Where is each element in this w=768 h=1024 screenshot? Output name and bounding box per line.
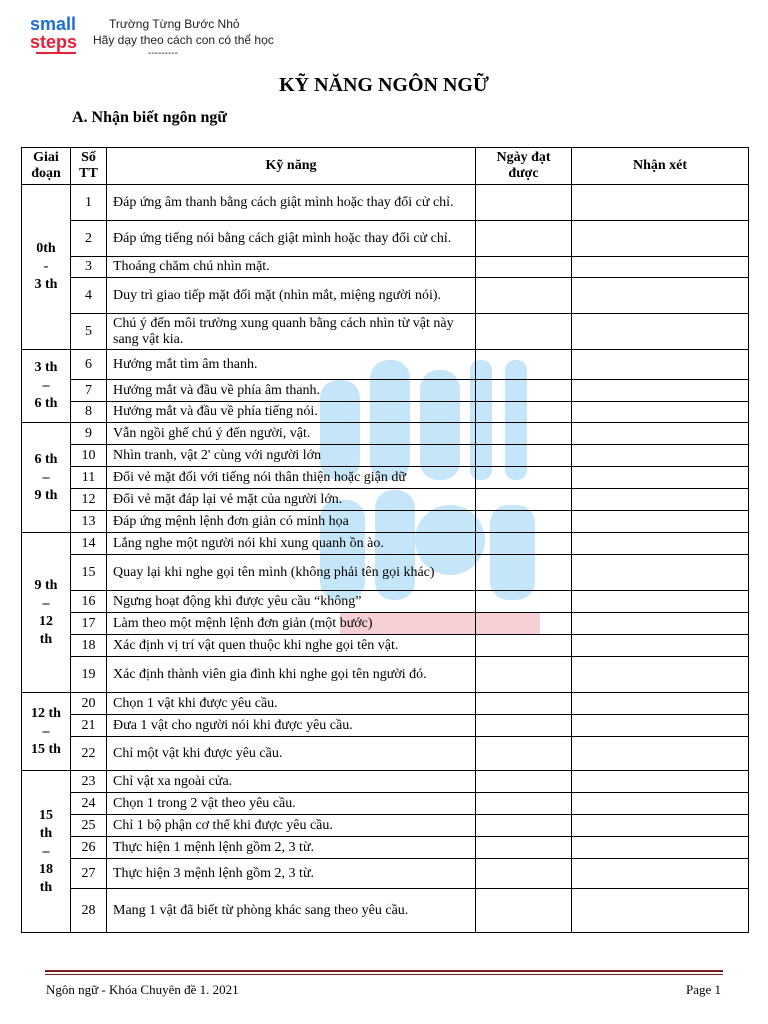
skill-cell: Chú ý đến môi trường xung quanh bằng cách nhìn từ vật này sang vật kia. [107,314,476,350]
stage-cell: 15 th – 18 th [22,771,71,933]
skill-cell: Ngưng hoạt động khi được yêu cầu “không” [107,591,476,613]
date-achieved-cell[interactable] [476,221,572,257]
number-cell: 17 [71,613,107,635]
date-achieved-cell[interactable] [476,555,572,591]
skill-cell: Hướng mắt và đầu về phía âm thanh. [107,380,476,402]
header-number: Số TT [71,148,107,185]
number-cell: 26 [71,837,107,859]
skill-cell: Chọn 1 trong 2 vật theo yêu cầu. [107,793,476,815]
footer-page-number: Page 1 [685,982,721,997]
table-row [22,635,749,657]
number-cell: 27 [71,859,107,889]
stage-cell: 6 th – 9 th [22,423,71,533]
date-achieved-cell[interactable] [476,793,572,815]
number-cell: 18 [71,635,107,657]
table-row [22,489,749,511]
table-header-row [22,148,749,185]
table-row [22,185,749,221]
date-achieved-cell[interactable] [476,771,572,793]
header-comment: Nhận xét [572,148,749,185]
comment-cell[interactable] [572,489,749,511]
date-achieved-cell[interactable] [476,591,572,613]
skill-cell: Thoáng chăm chú nhìn mặt. [107,257,476,278]
header-stage: Giai đoạn [22,148,71,185]
table-row [22,350,749,380]
table-row [22,533,749,555]
number-cell: 23 [71,771,107,793]
skill-cell: Đáp ứng âm thanh bằng cách giật mình hoặc thay đổi cử chỉ. [107,185,476,221]
table-row [22,314,749,350]
comment-cell[interactable] [572,467,749,489]
skill-cell: Xác định thành viên gia đình khi nghe gọi tên người đó. [107,657,476,693]
skill-cell: Mang 1 vật đã biết từ phòng khác sang theo yêu cầu. [107,889,476,933]
table-row [22,402,749,423]
table-row [22,555,749,591]
number-cell: 5 [71,314,107,350]
comment-cell[interactable] [572,889,749,933]
skill-cell: Chỉ vật xa ngoài cửa. [107,771,476,793]
section-heading: A. Nhận biết ngôn ngữ [72,109,227,126]
school-header [93,16,274,60]
comment-cell[interactable] [572,278,749,314]
number-cell: 2 [71,221,107,257]
number-cell: 1 [71,185,107,221]
skill-cell: Đổi vẻ mặt đối với tiếng nói thân thiện hoặc giận dữ [107,467,476,489]
date-achieved-cell[interactable] [476,380,572,402]
date-achieved-cell[interactable] [476,489,572,511]
date-achieved-cell[interactable] [476,423,572,445]
comment-cell[interactable] [572,591,749,613]
footer-divider-thin [45,974,723,975]
comment-cell[interactable] [572,715,749,737]
table-row [22,423,749,445]
number-cell: 12 [71,489,107,511]
comment-cell[interactable] [572,445,749,467]
footer-course: Ngôn ngữ - Khóa Chuyên đề 1. 2021 [46,982,239,997]
number-cell: 8 [71,402,107,423]
page-title: KỸ NĂNG NGÔN NGỮ [279,74,489,96]
table-row [22,771,749,793]
header-skill: Kỹ năng [107,148,476,185]
date-achieved-cell[interactable] [476,467,572,489]
skill-cell: Xác định vị trí vật quen thuộc khi nghe gọi tên vật. [107,635,476,657]
comment-cell[interactable] [572,635,749,657]
date-achieved-cell[interactable] [476,257,572,278]
table-row [22,591,749,613]
comment-cell[interactable] [572,613,749,635]
skill-cell: Làm theo một mệnh lệnh đơn giản (một bước) [107,613,476,635]
number-cell: 11 [71,467,107,489]
number-cell: 28 [71,889,107,933]
comment-cell[interactable] [572,815,749,837]
date-achieved-cell[interactable] [476,815,572,837]
table-row [22,657,749,693]
date-achieved-cell[interactable] [476,635,572,657]
skills-table [21,147,749,933]
comment-cell[interactable] [572,859,749,889]
comment-cell[interactable] [572,837,749,859]
table-row [22,715,749,737]
comment-cell[interactable] [572,771,749,793]
svg-text:small: small [30,14,77,34]
stage-cell: 12 th – 15 th [22,693,71,771]
date-achieved-cell[interactable] [476,657,572,693]
number-cell: 6 [71,350,107,380]
date-achieved-cell[interactable] [476,185,572,221]
table-row [22,445,749,467]
date-achieved-cell[interactable] [476,445,572,467]
number-cell: 21 [71,715,107,737]
comment-cell[interactable] [572,314,749,350]
comment-cell[interactable] [572,693,749,715]
skill-cell: Quay lại khi nghe gọi tên mình (không phải tên gọi khác) [107,555,476,591]
date-achieved-cell[interactable] [476,837,572,859]
number-cell: 19 [71,657,107,693]
comment-cell[interactable] [572,185,749,221]
comment-cell[interactable] [572,737,749,771]
number-cell: 24 [71,793,107,815]
comment-cell[interactable] [572,657,749,693]
skill-cell: Chỉ một vật khi được yêu cầu. [107,737,476,771]
skill-cell: Chỉ 1 bộ phận cơ thể khi được yêu cầu. [107,815,476,837]
number-cell: 14 [71,533,107,555]
comment-cell[interactable] [572,350,749,380]
number-cell: 9 [71,423,107,445]
number-cell: 16 [71,591,107,613]
skill-cell: Lắng nghe một người nói khi xung quanh ồn ào. [107,533,476,555]
skill-cell: Thực hiện 1 mệnh lệnh gồm 2, 3 từ. [107,837,476,859]
table-row [22,793,749,815]
date-achieved-cell[interactable] [476,533,572,555]
table-row [22,221,749,257]
table-row [22,837,749,859]
skill-cell: Đổi vẻ mặt đáp lại vẻ mặt của người lớn. [107,489,476,511]
number-cell: 22 [71,737,107,771]
table-row [22,859,749,889]
number-cell: 25 [71,815,107,837]
header-dashes: --------- [148,48,178,59]
skill-cell: Hướng mắt tìm âm thanh. [107,350,476,380]
date-achieved-cell[interactable] [476,715,572,737]
date-achieved-cell[interactable] [476,737,572,771]
date-achieved-cell[interactable] [476,693,572,715]
svg-text:steps: steps [30,32,78,52]
stage-cell: 9 th – 12 th [22,533,71,693]
comment-cell[interactable] [572,423,749,445]
comment-cell[interactable] [572,555,749,591]
school-name: Trường Từng Bước Nhỏ [109,17,240,31]
skill-cell: Hướng mắt và đầu về phía tiếng nói. [107,402,476,423]
comment-cell[interactable] [572,793,749,815]
table-row [22,815,749,837]
table-row [22,737,749,771]
table-row [22,278,749,314]
table-row [22,511,749,533]
skill-cell: Duy trì giao tiếp mặt đối mặt (nhìn mắt, miệng người nói). [107,278,476,314]
skill-cell: Vẫn ngồi ghế chú ý đến người, vật. [107,423,476,445]
school-slogan: Hãy dạy theo cách con có thể học [93,33,274,47]
number-cell: 4 [71,278,107,314]
number-cell: 13 [71,511,107,533]
skill-cell: Chọn 1 vật khi được yêu cầu. [107,693,476,715]
skill-cell: Nhìn tranh, vật 2' cùng với người lớn [107,445,476,467]
comment-cell[interactable] [572,533,749,555]
comment-cell[interactable] [572,257,749,278]
date-achieved-cell[interactable] [476,859,572,889]
number-cell: 10 [71,445,107,467]
date-achieved-cell[interactable] [476,889,572,933]
comment-cell[interactable] [572,402,749,423]
stage-cell: 0th - 3 th [22,185,71,350]
number-cell: 20 [71,693,107,715]
skill-cell: Đáp ứng mệnh lệnh đơn giản có minh họa [107,511,476,533]
skill-cell: Đưa 1 vật cho người nói khi được yêu cầu. [107,715,476,737]
table-row [22,257,749,278]
stage-cell: 3 th – 6 th [22,350,71,423]
skill-cell: Đáp ứng tiếng nói bằng cách giật mình hoặc thay đổi cử chỉ. [107,221,476,257]
date-achieved-cell[interactable] [476,314,572,350]
table-row [22,467,749,489]
comment-cell[interactable] [572,380,749,402]
number-cell: 15 [71,555,107,591]
footer-divider [45,970,723,972]
skill-cell: Thực hiện 3 mệnh lệnh gồm 2, 3 từ. [107,859,476,889]
table-row [22,613,749,635]
comment-cell[interactable] [572,221,749,257]
comment-cell[interactable] [572,511,749,533]
table-row [22,693,749,715]
number-cell: 7 [71,380,107,402]
date-achieved-cell[interactable] [476,278,572,314]
date-achieved-cell[interactable] [476,613,572,635]
number-cell: 3 [71,257,107,278]
table-row [22,380,749,402]
table-row [22,889,749,933]
date-achieved-cell[interactable] [476,511,572,533]
header-date: Ngày đạt được [476,148,572,185]
small-steps-logo [30,12,86,58]
date-achieved-cell[interactable] [476,402,572,423]
date-achieved-cell[interactable] [476,350,572,380]
